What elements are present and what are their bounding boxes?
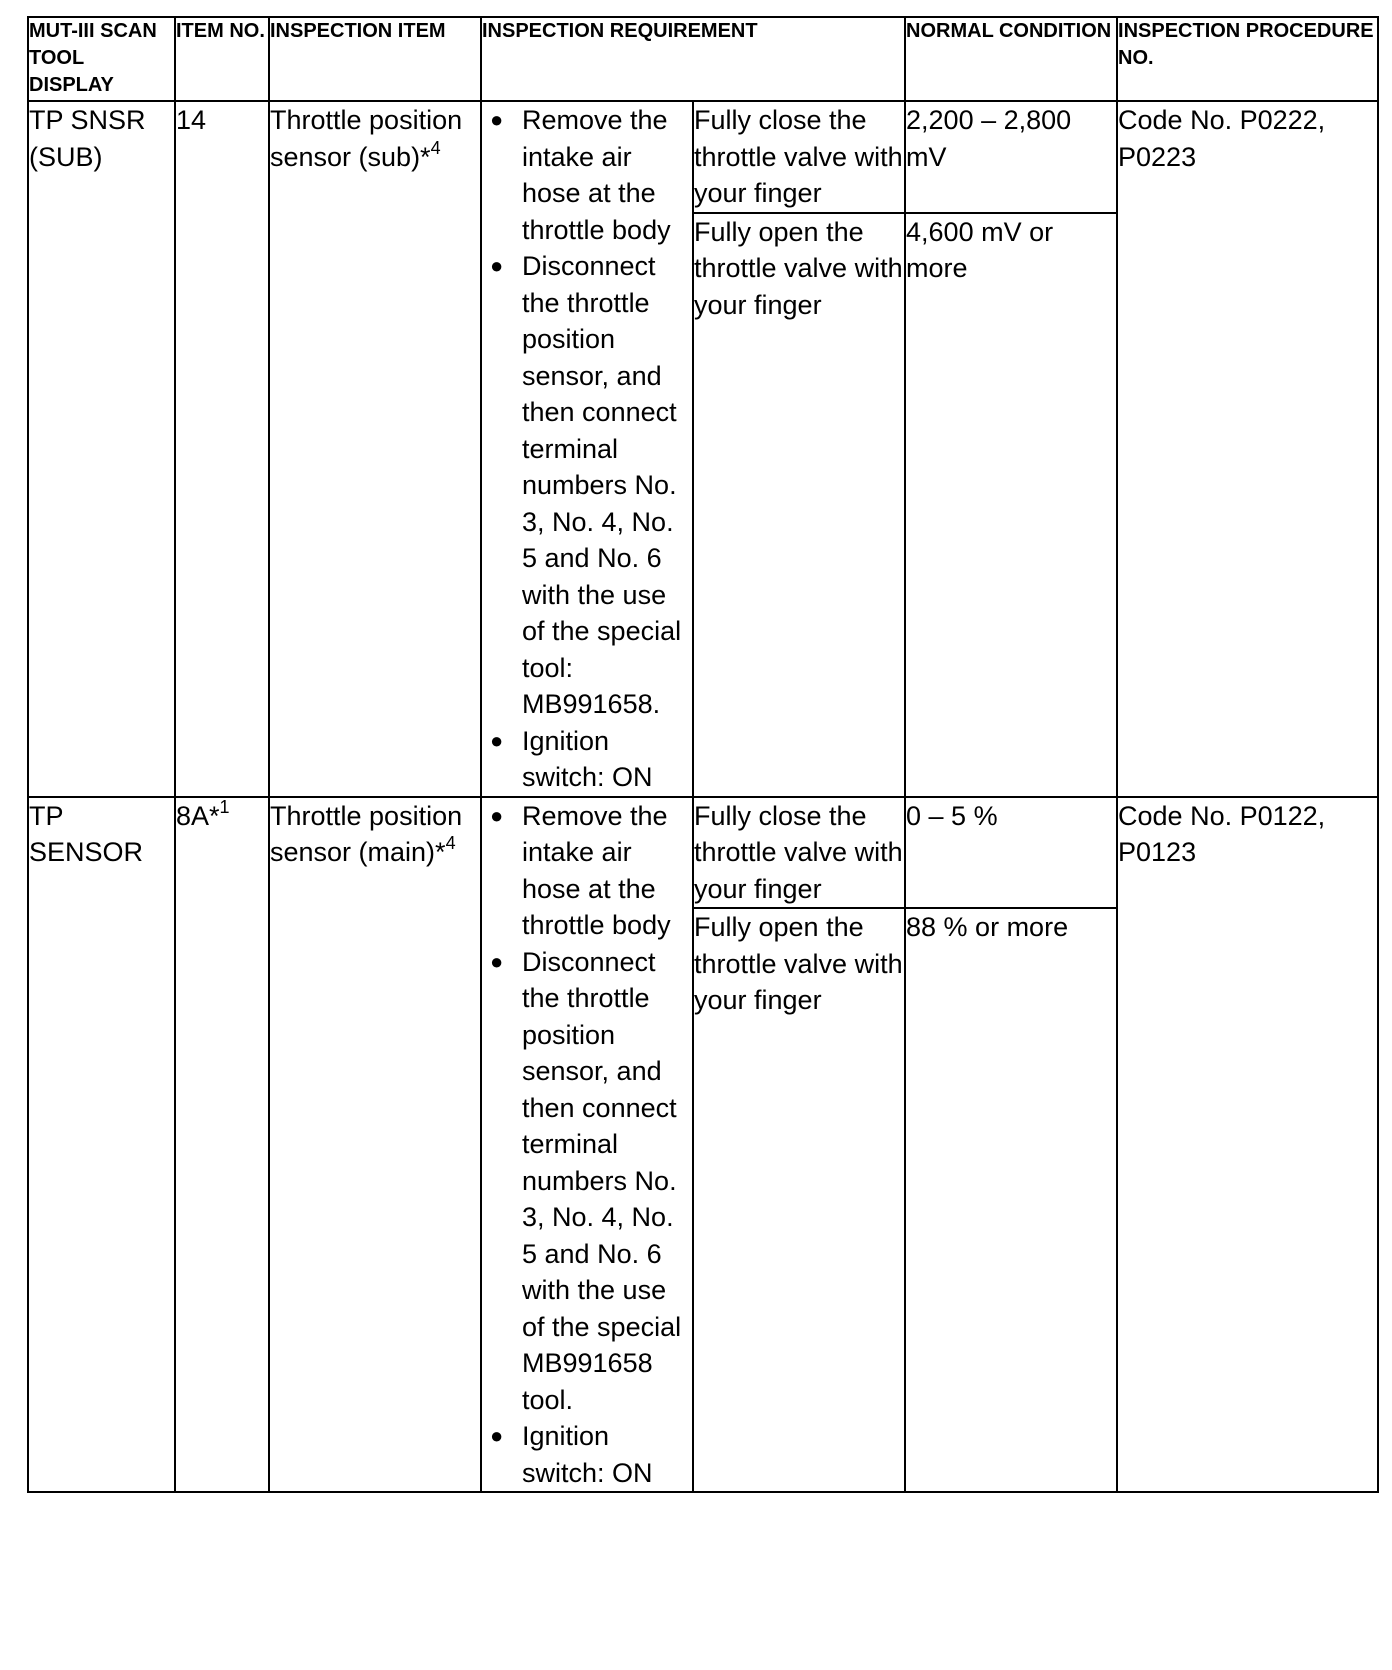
list-item: [482, 102, 692, 248]
inspection-item-text: Throttle position sensor (main)*: [270, 800, 463, 867]
normal-condition-value: 4,600 mV or more: [905, 213, 1117, 797]
bullet-icon: ●: [490, 727, 504, 753]
item-no-value: 8A*: [176, 800, 220, 831]
footnote-marker: 4: [430, 137, 441, 158]
bullet-icon: ●: [490, 802, 504, 828]
scan-tool-display: TP SNSR (SUB): [28, 101, 175, 797]
normal-condition-value: 0 – 5 %: [905, 797, 1117, 909]
bullet-icon: ●: [490, 948, 504, 974]
list-item: [482, 944, 692, 1419]
scan-tool-display: TP SENSOR: [28, 797, 175, 1493]
list-item: [482, 248, 692, 723]
requirement-text: Disconnect the throttle position sensor, and then connect terminal numbers No. 3, No. 4, No. 5 and No. 6 with the use of the special MB991658 tool.: [522, 946, 682, 1415]
condition-action: Fully close the throttle valve with your finger: [693, 797, 905, 909]
requirement-text: Disconnect the throttle position sensor, and then connect terminal numbers No. 3, No. 4, No. 5 and No. 6 with the use of the special tool: MB991658.: [522, 251, 682, 719]
inspection-item: [269, 101, 481, 797]
table-row: [28, 101, 1378, 213]
item-no-value: 14: [176, 105, 207, 135]
list-item: [482, 1418, 692, 1491]
list-item: [482, 723, 692, 796]
condition-action: Fully open the throttle valve with your finger: [693, 213, 905, 797]
header-item-no: ITEM NO.: [175, 17, 269, 101]
inspection-item-text: Throttle position sensor (sub)*: [270, 105, 463, 172]
normal-condition-value: 2,200 – 2,800 mV: [905, 101, 1117, 213]
bullet-icon: ●: [490, 253, 504, 278]
item-no: [175, 101, 269, 797]
header-inspection-requirement: INSPECTION REQUIREMENT: [481, 17, 905, 101]
header-row: [28, 17, 1378, 101]
header-display: MUT-III SCAN TOOL DISPLAY: [28, 17, 175, 101]
bullet-icon: ●: [490, 1423, 504, 1448]
procedure-code: Code No. P0222, P0223: [1117, 101, 1378, 797]
condition-action: Fully open the throttle valve with your finger: [693, 908, 905, 1492]
requirement-text: Remove the intake air hose at the throttle body: [522, 105, 671, 245]
footnote-marker: 4: [445, 833, 456, 853]
bullet-icon: ●: [490, 107, 504, 132]
inspection-requirement-list: [481, 101, 693, 797]
footnote-marker: 1: [219, 796, 230, 817]
inspection-item: [269, 797, 481, 1493]
header-procedure-no: INSPECTION PROCEDURE NO.: [1117, 17, 1378, 101]
procedure-code: Code No. P0122, P0123: [1117, 797, 1378, 1493]
requirement-text: Remove the intake air hose at the throttle body: [522, 800, 671, 940]
condition-action: Fully close the throttle valve with your finger: [693, 101, 905, 213]
requirement-text: Ignition switch: ON: [522, 1421, 653, 1488]
requirement-text: Ignition switch: ON: [522, 725, 653, 792]
inspection-table: [27, 16, 1379, 1493]
normal-condition-value: 88 % or more: [905, 908, 1117, 1492]
inspection-requirement-list: [481, 797, 693, 1493]
header-normal-condition: NORMAL CONDITION: [905, 17, 1117, 101]
header-inspection-item: INSPECTION ITEM: [269, 17, 481, 101]
table-row: [28, 797, 1378, 909]
list-item: [482, 798, 692, 944]
item-no: [175, 797, 269, 1493]
